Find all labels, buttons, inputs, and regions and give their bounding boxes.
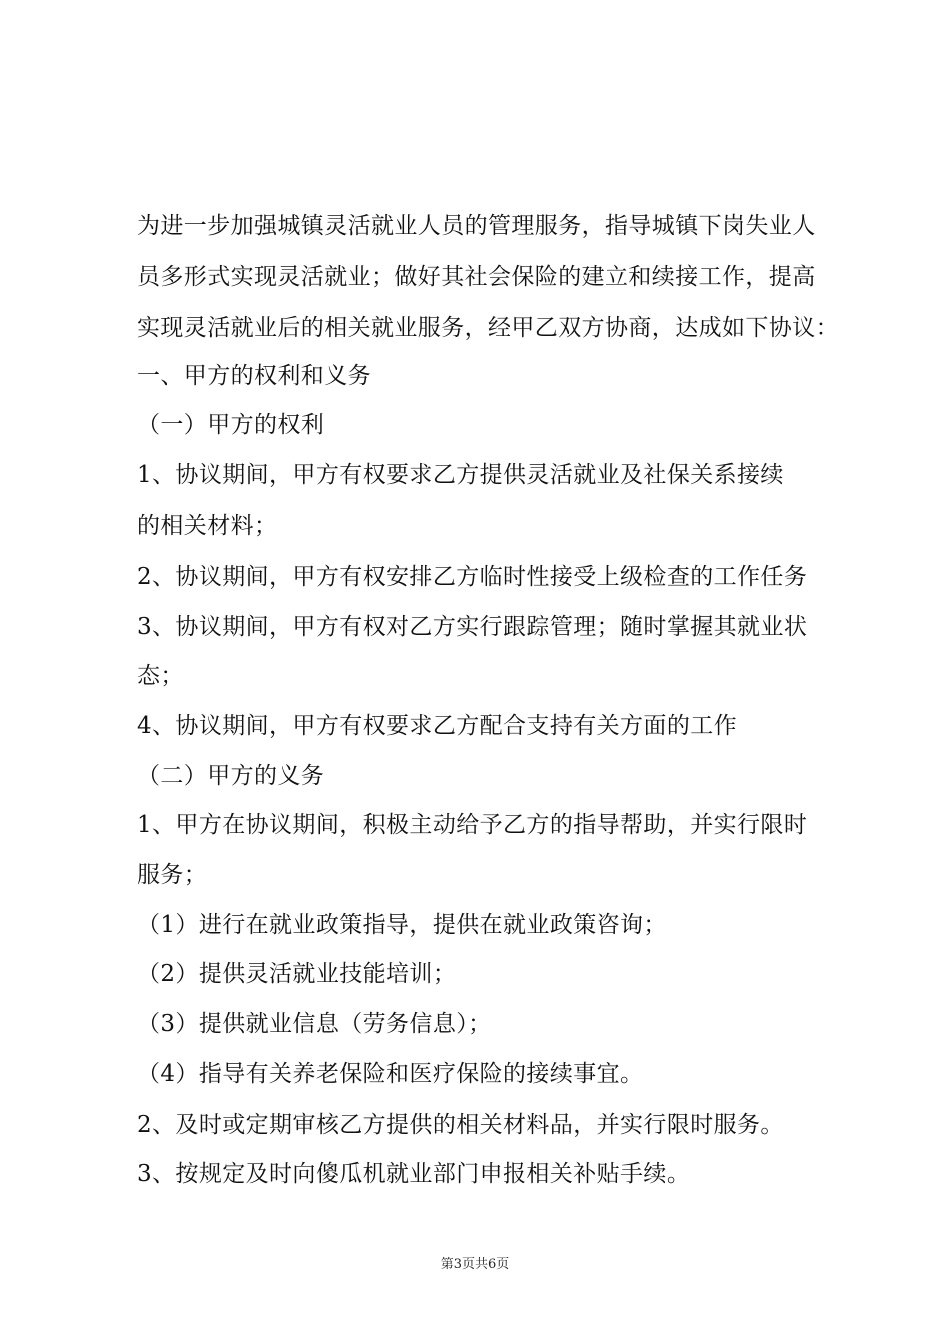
- duties-sub-item-1: （1）进行在就业政策指导，提供在就业政策咨询；: [137, 912, 667, 938]
- page-number-footer: 第3页共6页: [440, 1257, 510, 1272]
- section-heading: 一、甲方的权利和义务: [137, 363, 371, 389]
- duties-sub-item-2: （2）提供灵活就业技能培训；: [137, 961, 457, 987]
- intro-paragraph-line-1: 为进一步加强城镇灵活就业人员的管理服务，指导城镇下岗失业人: [137, 213, 816, 239]
- rights-item-4: 4、协议期间，甲方有权要求乙方配合支持有关方面的工作: [137, 713, 738, 739]
- duties-sub-item-3: （3）提供就业信息（劳务信息）；: [137, 1011, 492, 1037]
- intro-paragraph-line-3: 实现灵活就业后的相关就业服务，经甲乙双方协商，达成如下协议：: [137, 315, 839, 341]
- rights-item-3-line-1: 3、协议期间，甲方有权对乙方实行跟踪管理；随时掌握其就业状: [137, 614, 808, 640]
- rights-item-2: 2、协议期间，甲方有权安排乙方临时性接受上级检查的工作任务: [137, 564, 808, 590]
- duties-heading: （二）甲方的义务: [137, 763, 325, 789]
- duties-item-3: 3、按规定及时向傻瓜机就业部门申报相关补贴手续。: [137, 1161, 691, 1187]
- rights-heading: （一）甲方的权利: [137, 412, 325, 438]
- duties-item-1-line-2: 服务；: [137, 862, 208, 888]
- rights-item-1-line-2: 的相关材料；: [137, 513, 278, 539]
- duties-item-2: 2、及时或定期审核乙方提供的相关材料品，并实行限时服务。: [137, 1112, 784, 1138]
- rights-item-3-line-2: 态；: [137, 663, 184, 689]
- intro-paragraph-line-2: 员多形式实现灵活就业；做好其社会保险的建立和续接工作，提高: [137, 264, 816, 290]
- rights-item-1-line-1: 1、协议期间，甲方有权要求乙方提供灵活就业及社保关系接续: [137, 462, 784, 488]
- duties-sub-item-4: （4）指导有关养老保险和医疗保险的接续事宜。: [137, 1061, 644, 1087]
- duties-item-1-line-1: 1、甲方在协议期间，积极主动给予乙方的指导帮助，并实行限时: [137, 812, 808, 838]
